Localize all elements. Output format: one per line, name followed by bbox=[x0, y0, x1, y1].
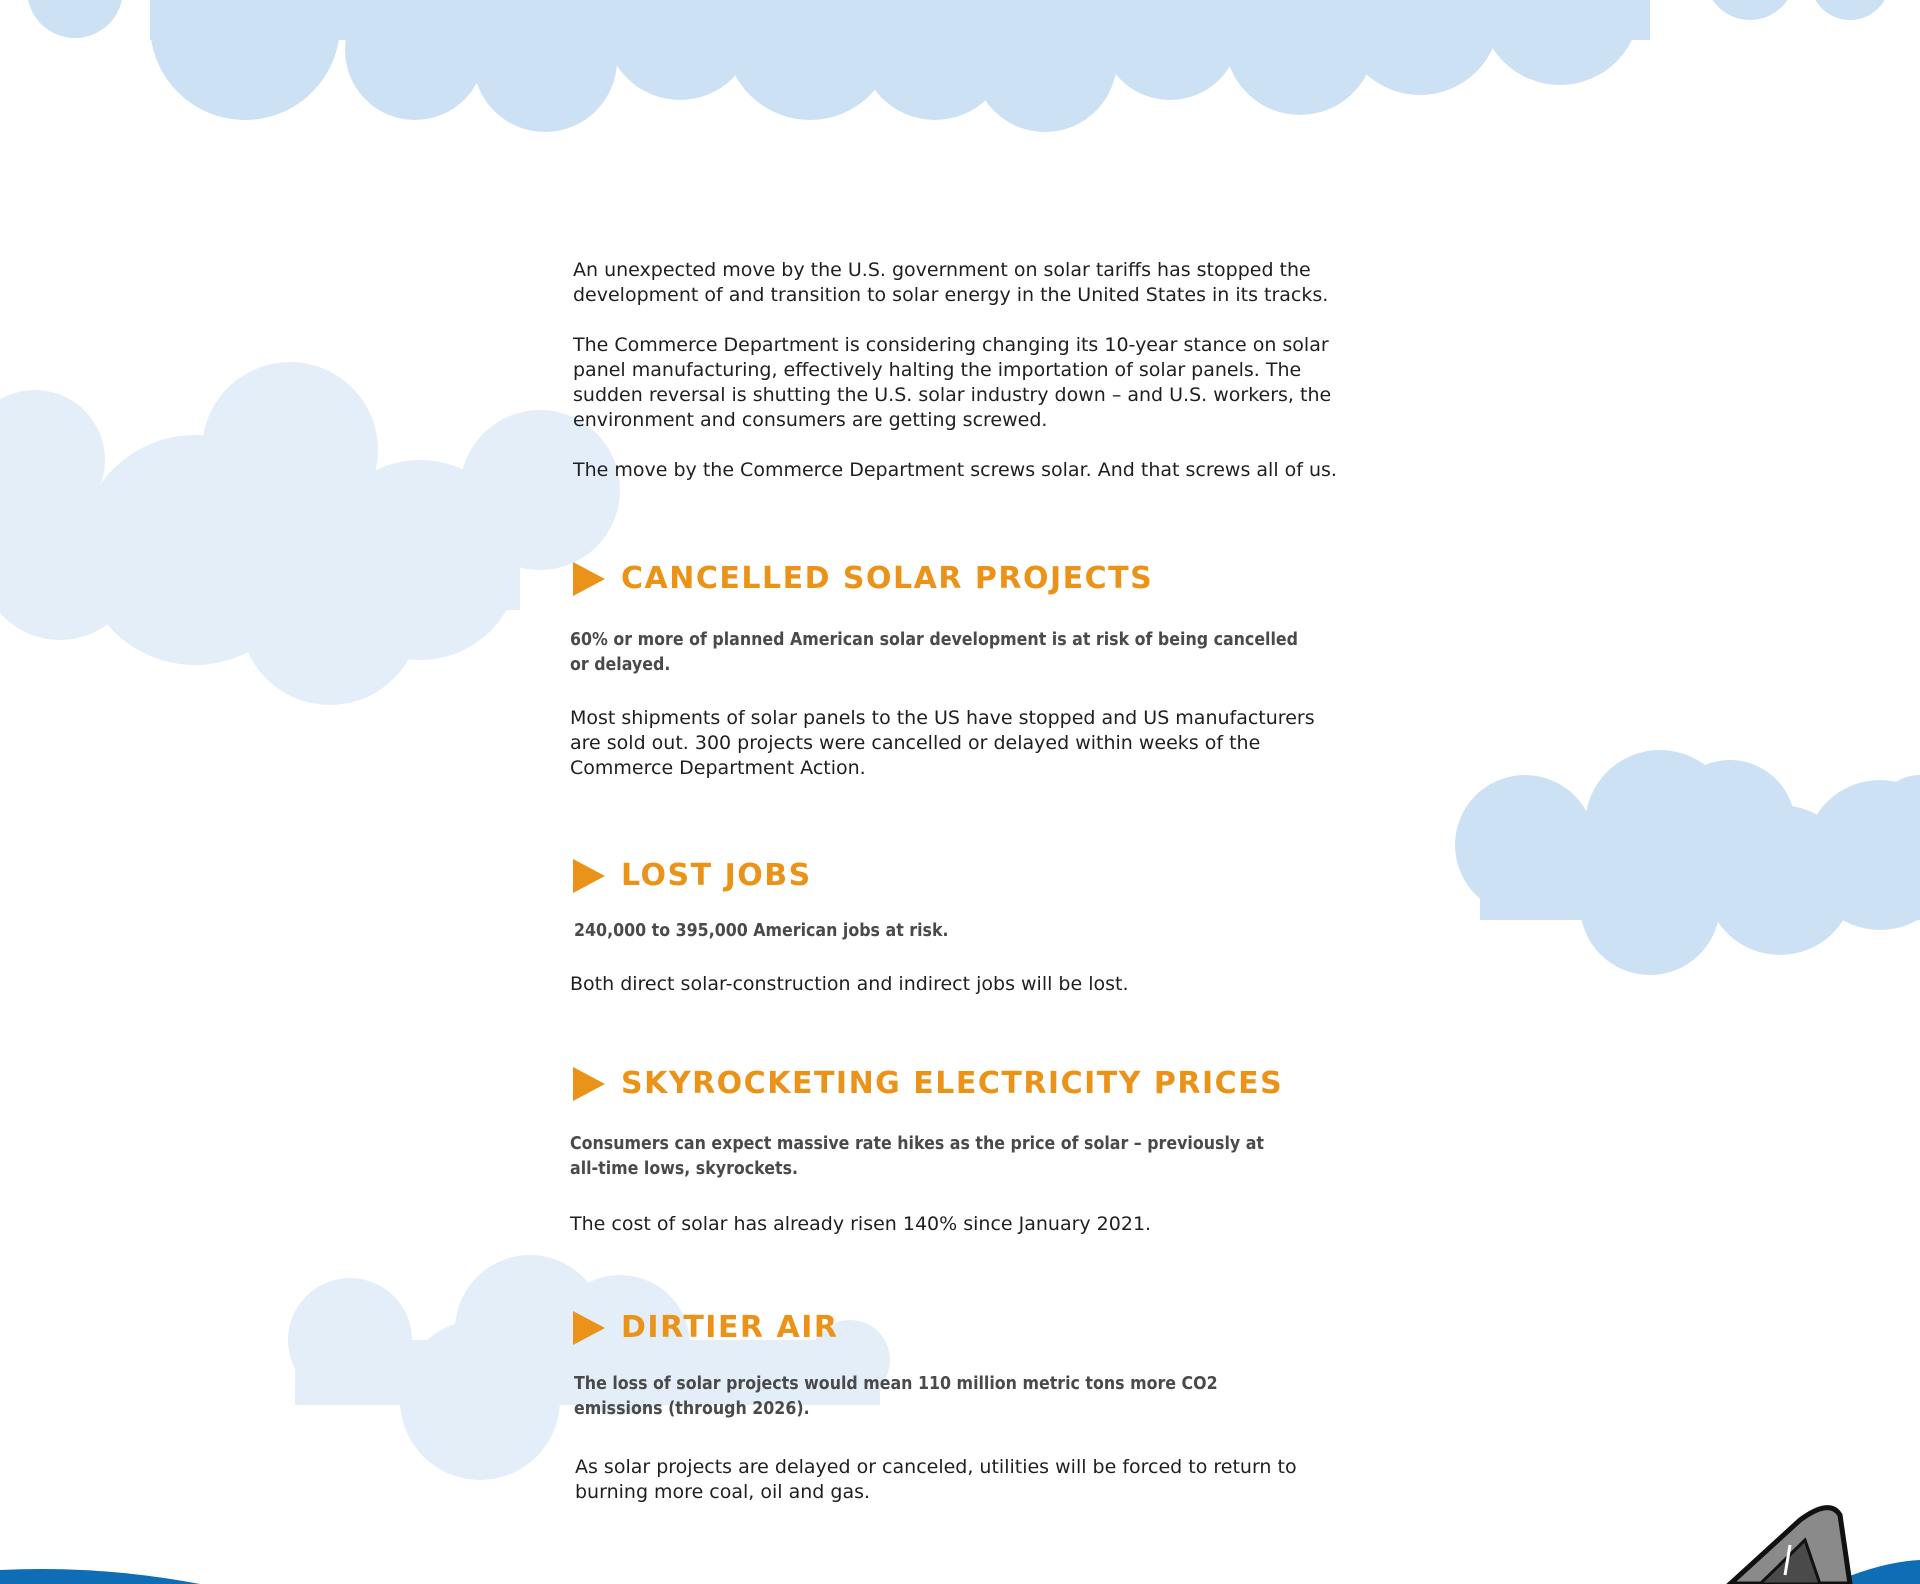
section-body-lost-jobs: Both direct solar-construction and indirect jobs will be lost. bbox=[570, 973, 1129, 995]
section-heading-lost-jobs: LOST JOBS bbox=[573, 858, 812, 893]
section-body-cancelled-projects: Most shipments of solar panels to the US have stopped and US manufacturers are sold out. 300 projects were cancelled or delayed within weeks of the Commerce Department Action. bbox=[570, 707, 1315, 779]
intro-paragraph-3: The move by the Commerce Department screws solar. And that screws all of us. bbox=[573, 459, 1337, 481]
play-triangle-icon bbox=[573, 1311, 605, 1345]
play-triangle-icon bbox=[573, 562, 605, 596]
section-body-electricity-prices: The cost of solar has already risen 140% since January 2021. bbox=[570, 1213, 1152, 1235]
section-lead-dirtier-air: The loss of solar projects would mean 110 million metric tons more CO2 emissions (through 2026). bbox=[574, 1373, 1218, 1419]
section-lead-cancelled-projects: 60% or more of planned American solar development is at risk of being cancelled or delayed. bbox=[570, 629, 1299, 675]
section-lead-lost-jobs: 240,000 to 395,000 American jobs at risk. bbox=[574, 920, 949, 941]
section-lead-electricity-prices: Consumers can expect massive rate hikes as the price of solar – previously at all-time lows, skyrockets. bbox=[570, 1133, 1264, 1179]
play-triangle-icon bbox=[573, 1067, 605, 1101]
play-triangle-icon bbox=[573, 859, 605, 893]
section-heading-dirtier-air: DIRTIER AIR bbox=[573, 1310, 838, 1345]
section-heading-cancelled-projects: CANCELLED SOLAR PROJECTS bbox=[573, 561, 1153, 596]
intro-paragraph-2: The Commerce Department is considering changing its 10-year stance on solar panel manufacturing, effectively halting the importation of solar panels. The sudden reversal is shutting the U.S. solar industry down – and U.S. workers, the environment and consumers are getting screwed. bbox=[573, 334, 1332, 431]
section-body-dirtier-air: As solar projects are delayed or canceled, utilities will be forced to return to burning more coal, oil and gas. bbox=[575, 1456, 1297, 1503]
intro-paragraph-1: An unexpected move by the U.S. government on solar tariffs has stopped the development of and transition to solar energy in the United States in its tracks. bbox=[573, 259, 1329, 306]
section-heading-electricity-prices: SKYROCKETING ELECTRICITY PRICES bbox=[573, 1066, 1283, 1101]
